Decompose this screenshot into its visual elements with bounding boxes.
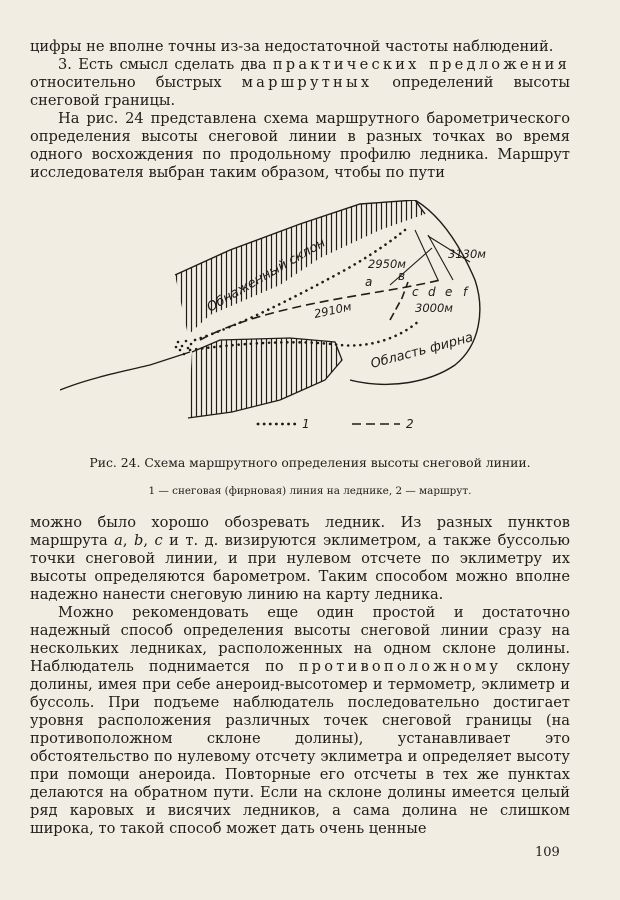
- paragraph-4-comma-1: ,: [122, 532, 135, 549]
- figure-24-drawing: [60, 200, 570, 445]
- glacier-tongue-outline: [60, 352, 190, 390]
- label-bare-slope: Обнаженный склон: [204, 235, 329, 316]
- label-alt-2910: 2910м: [312, 299, 353, 321]
- page-number: 109: [535, 845, 560, 860]
- paragraph-4-text-a: можно было хорошо обозревать ледник. Из разных пунктов маршрута: [30, 514, 570, 549]
- paragraph-2-text-c: относительно быстрых: [30, 74, 242, 91]
- point-d: d: [428, 285, 436, 299]
- label-alt-2950: 2950м: [368, 257, 406, 271]
- text-block-top: [30, 38, 570, 182]
- paragraph-2-text-a: 3. Есть смысл сделать два: [58, 56, 273, 73]
- point-b: в: [398, 269, 406, 283]
- legend-label-2: 2: [406, 417, 414, 431]
- terminus-dots: [175, 340, 193, 356]
- label-alt-3130: 3130м: [448, 247, 486, 261]
- point-c: c: [412, 285, 419, 299]
- figure-24: [60, 200, 570, 445]
- paragraph-5: [30, 604, 570, 838]
- paragraph-1: [30, 38, 570, 56]
- point-ref-a: a: [114, 532, 123, 549]
- paragraph-2: [30, 56, 570, 110]
- paragraph-4-text-d: и т. д. визируются эклиметром, а также буссолью точки снеговой линии, и при нулевом отсчете по эклиметру их высоты определяются барометром. Таким способом можно вполне надежно нанести снеговую линию на карту ледника.: [30, 532, 571, 603]
- paragraph-4: [30, 514, 570, 604]
- paragraph-1-text: цифры не вполне точны из-за недостаточной частоты наблюдений.: [30, 38, 554, 55]
- point-ref-c: c: [154, 532, 163, 549]
- point-a: a: [365, 275, 373, 289]
- point-f: f: [463, 285, 468, 299]
- paragraph-3-text: На рис. 24 представлена схема маршрутного барометрического определения высоты снеговой линии в разных точках во время одного восхождения по продольному профилю ледника. Маршрут исследователя выбран таким образом, чтобы по пути: [30, 110, 570, 181]
- figure-caption: Рис. 24. Схема маршрутного определения высоты снеговой линии.: [89, 455, 531, 470]
- figure-legend-caption: 1 — снеговая (фирновая) линия на леднике, 2 — маршрут.: [148, 485, 472, 497]
- label-alt-3000: 3000м: [415, 301, 453, 315]
- paragraph-2-spaced-d: маршрутных: [241, 74, 373, 91]
- point-e: e: [445, 285, 453, 299]
- paragraph-4-comma-2: ,: [143, 532, 155, 549]
- paragraph-2-text-e: определений высоты снеговой границы.: [30, 74, 570, 109]
- paragraph-5-spaced-b: противоположному: [298, 658, 502, 675]
- paragraph-2-spaced-b: практических предложения: [272, 56, 570, 73]
- legend-snow-line: [258, 417, 310, 431]
- paragraph-3: [30, 110, 570, 182]
- text-block-bottom: [30, 514, 570, 838]
- legend-route: [352, 417, 414, 431]
- point-ref-b: b: [134, 532, 144, 549]
- label-firn-area: Область фирна: [369, 330, 475, 372]
- paragraph-5-text-a: Можно рекомендовать еще один простой и достаточно надежный способ определения высоты снеговой линии сразу на нескольких ледниках, расположенных на одном склоне долины. Наблюдатель поднимается по: [30, 604, 570, 675]
- paragraph-5-text-c: склону долины, имея при себе анероид-высотомер и термометр, эклиметр и буссоль. При подъеме наблюдатель последовательно достигает уровня расположения различных точек снеговой границы (на противоположном склоне долины), устанавливает это обстоятельство по нулевому отсчету эклиметра и определяет высоту при помощи анероида. Повторные его отсчеты в тех же пунктах делаются на обратном пути. Если на склоне долины имеется целый ряд каровых и висячих ледников, а сама долина не слишком широка, то такой способ может дать очень ценные: [30, 658, 571, 837]
- legend-label-1: 1: [302, 417, 310, 431]
